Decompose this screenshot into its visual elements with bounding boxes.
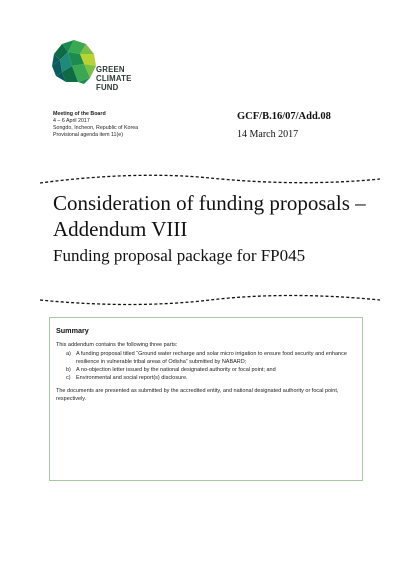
list-item-marker: b) [66,367,71,373]
logo-line-climate: CLIMATE [96,74,132,83]
list-item-text: A funding proposal titled “Ground water recharge and solar micro irrigation to ensure food security and enhance resilience in vulnerable tribal areas of Odisha” submitted by NABARD; [76,351,347,365]
wave-divider-bottom [40,290,380,310]
wave-divider-top [40,171,380,191]
list-item-text: Environmental and social report(s) disclosure. [76,375,188,381]
summary-intro: This addendum contains the following three parts: [56,342,178,348]
list-item-text: A no-objection letter issued by the national designated authority or focal point; and [76,367,276,373]
document-title: Consideration of funding proposals – Addendum VIII [53,191,366,241]
document-date: 14 March 2017 [237,129,299,140]
summary-list [56,350,354,382]
summary-box [49,317,363,481]
meeting-title: Meeting of the Board [53,111,106,117]
meeting-location: Songdo, Incheon, Republic of Korea [53,125,139,131]
logo-wordmark [96,65,131,92]
summary-heading: Summary [56,326,89,335]
list-item-marker: a) [66,351,71,357]
document-code: GCF/B.16/07/Add.08 [237,111,331,122]
meeting-agenda: Provisional agenda item 11(e) [53,132,123,138]
logo-line-fund: FUND [96,83,119,92]
meeting-dates: 4 – 6 April 2017 [53,118,90,124]
list-item [56,350,354,366]
list-item [56,366,354,374]
gcf-globe-icon [50,38,98,86]
list-item-marker: c) [66,375,71,381]
meeting-info [53,111,138,139]
document-subtitle: Funding proposal package for FP045 [53,246,306,265]
logo-line-green: GREEN [96,65,125,74]
list-item [56,374,354,382]
summary-closing: The documents are presented as submitted by the accredited entity, and national designated authority or focal point, respectively. [56,388,339,402]
gcf-logo [50,38,180,102]
